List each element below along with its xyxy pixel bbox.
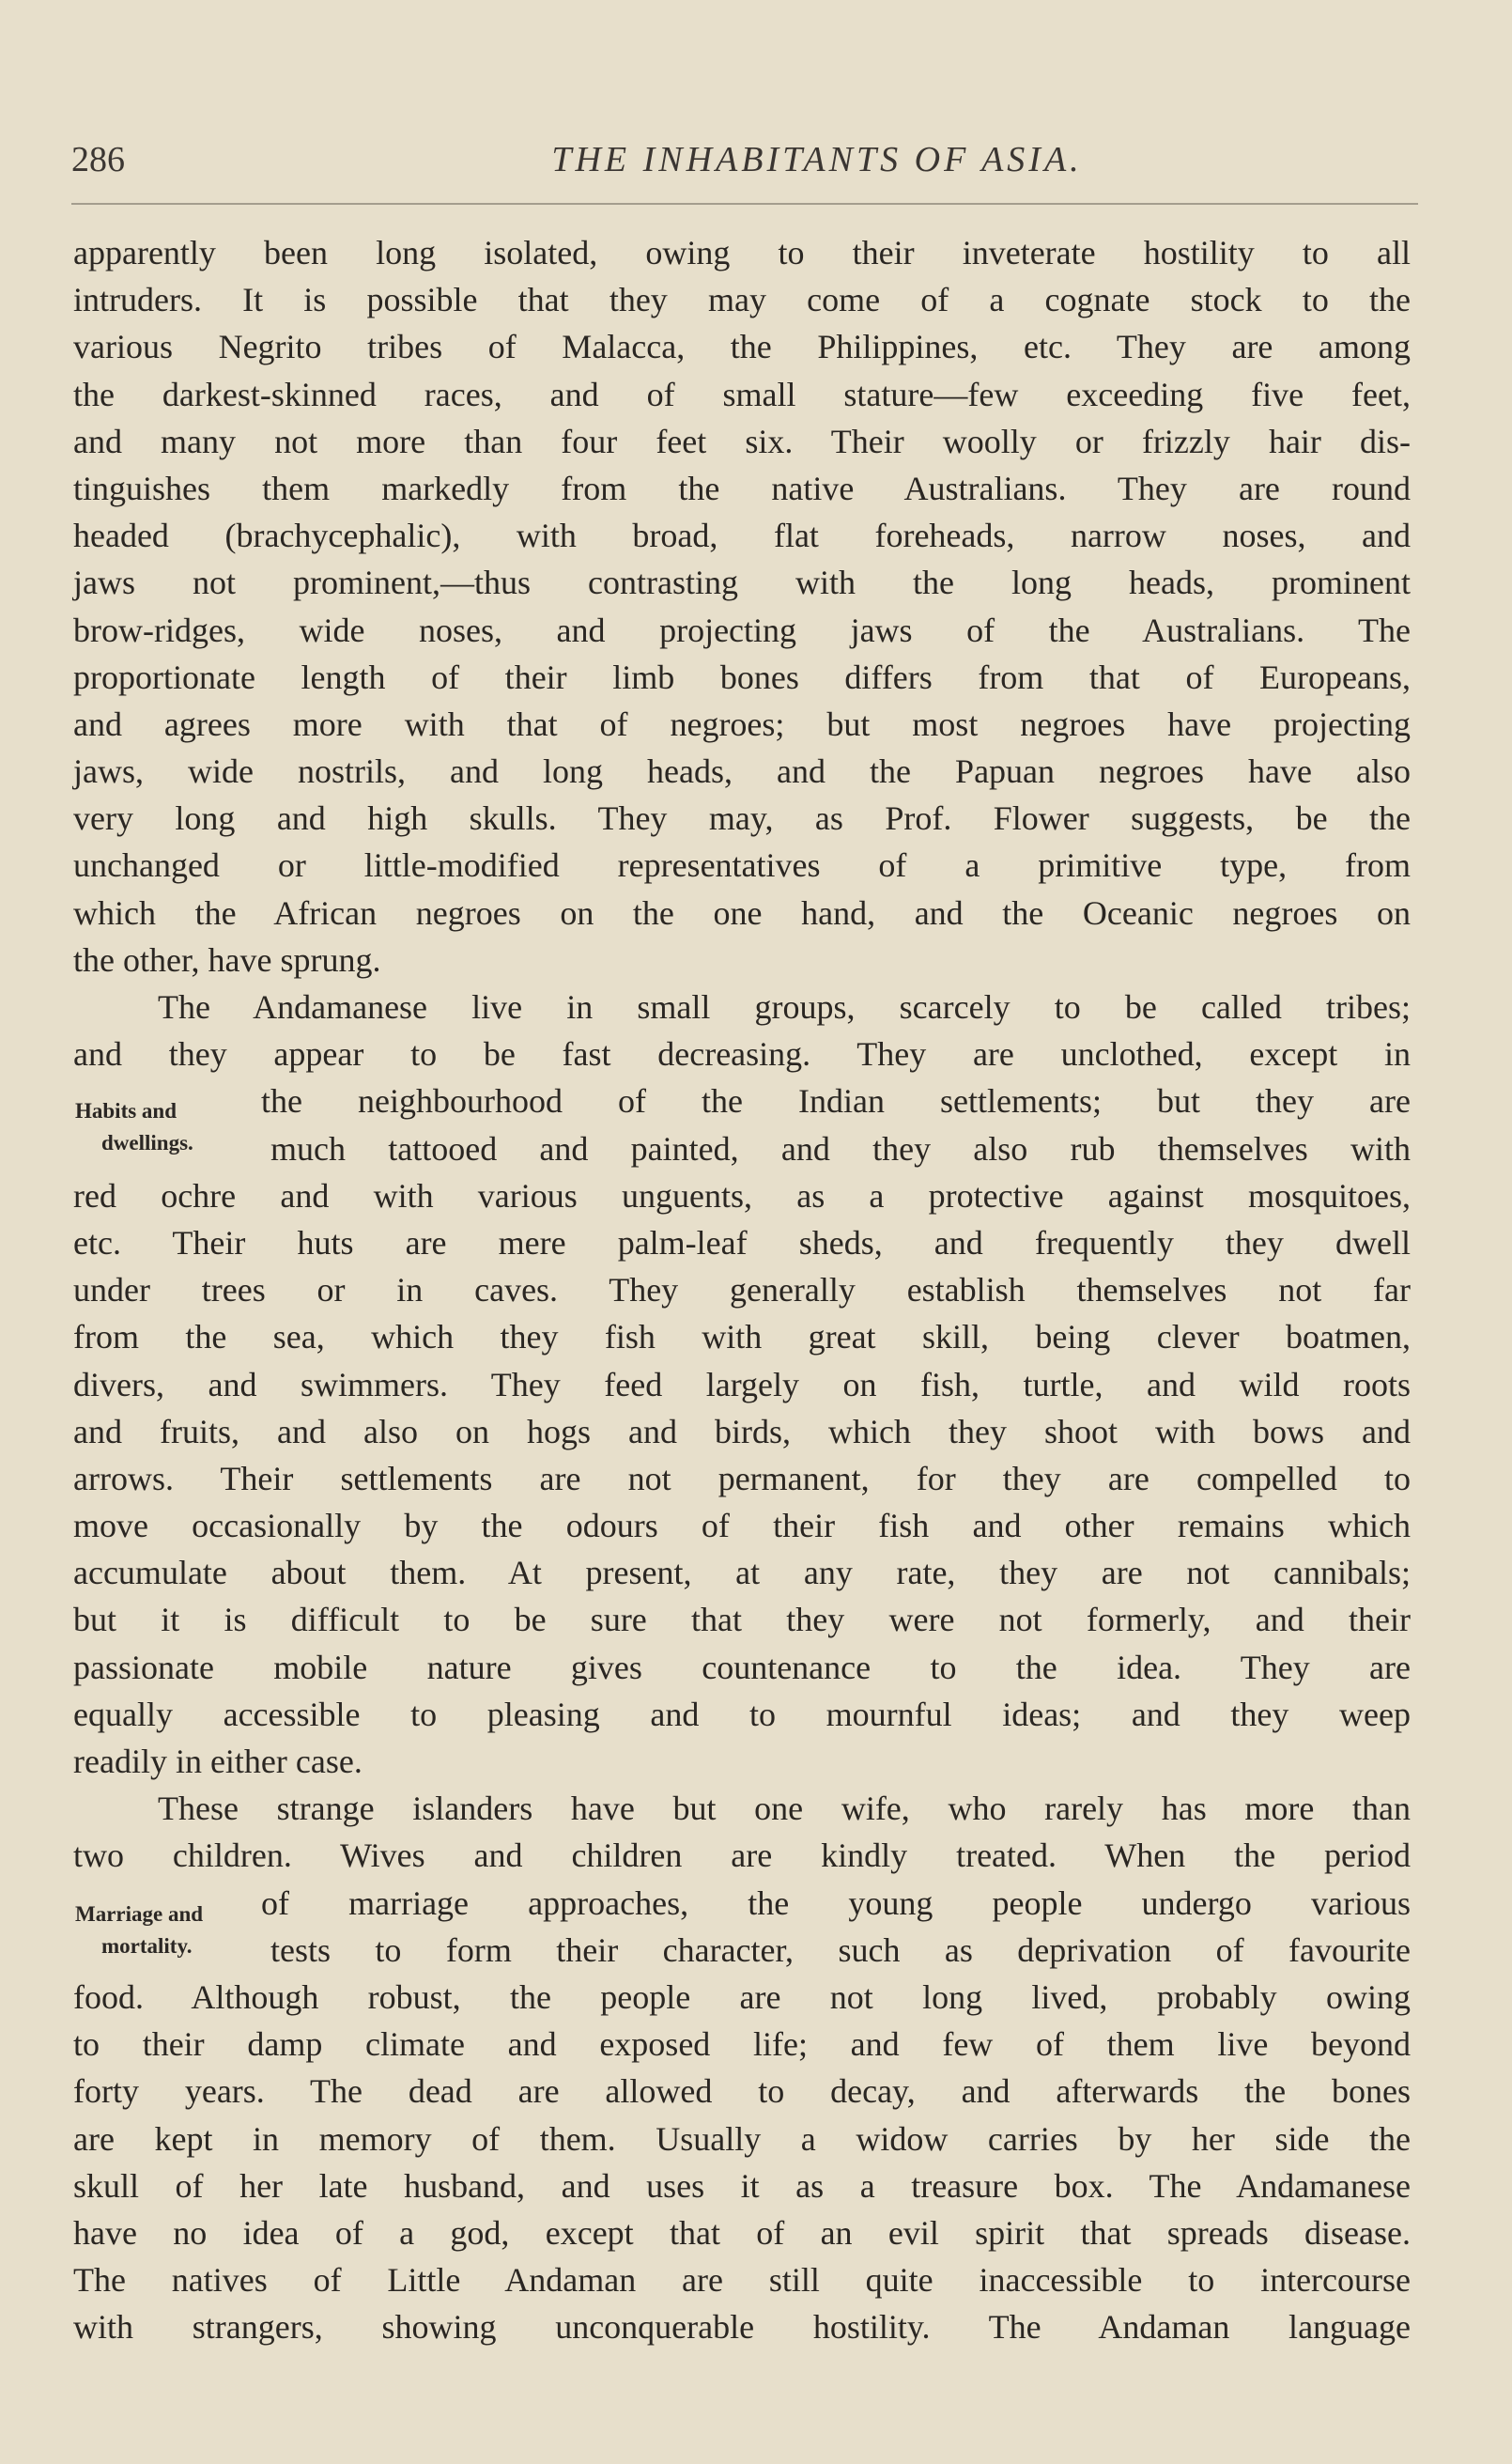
text-line: but it is difficult to be sure that they were not formerly, and their: [73, 1601, 1411, 1639]
text-line: the darkest-skinned races, and of small stature—few exceeding five feet,: [73, 375, 1411, 413]
text-line: the neighbourhood of the Indian settlements; but they are: [261, 1082, 1411, 1121]
text-line: tests to form their character, such as deprivation of favourite: [270, 1930, 1411, 1969]
text-line: The Andamanese live in small groups, scarcely to be called tribes;: [158, 988, 1411, 1026]
text-line: and they appear to be fast decreasing. They are unclothed, except in: [73, 1035, 1411, 1074]
text-line: under trees or in caves. They generally establish themselves not far: [73, 1271, 1411, 1309]
text-line: much tattooed and painted, and they also rub themselves with: [270, 1129, 1411, 1168]
text-line: The natives of Little Andaman are still quite inaccessible to intercourse: [73, 2261, 1411, 2300]
text-line: the other, have sprung.: [73, 940, 381, 979]
text-line: equally accessible to pleasing and to mournful ideas; and they weep: [73, 1695, 1411, 1733]
text-line: brow-ridges, wide noses, and projecting jaws of the Australians. The: [73, 611, 1411, 649]
margin-note-habits-line-1: Habits and: [75, 1099, 177, 1123]
text-line: arrows. Their settlements are not permanent, for they are compelled to: [73, 1459, 1411, 1497]
text-line: and many not more than four feet six. Their woolly or frizzly hair dis-: [73, 422, 1411, 460]
text-line: proportionate length of their limb bones differs from that of Europeans,: [73, 658, 1411, 696]
text-line: forty years. The dead are allowed to decay, and afterwards the bones: [73, 2072, 1411, 2111]
text-line: to their damp climate and exposed life; and few of them live beyond: [73, 2025, 1411, 2064]
header-rule: [71, 203, 1418, 205]
text-line: divers, and swimmers. They feed largely on fish, turtle, and wild roots: [73, 1365, 1411, 1403]
running-title: THE INHABITANTS OF ASIA.: [551, 140, 1083, 179]
text-line: food. Although robust, the people are not long lived, probably owing: [73, 1977, 1411, 2016]
text-line: red ochre and with various unguents, as a protective against mosquitoes,: [73, 1176, 1411, 1215]
text-line: skull of her late husband, and uses it as a treasure box. The Andamanese: [73, 2166, 1411, 2205]
margin-note-marriage-line-2: mortality.: [101, 1934, 193, 1958]
text-line: apparently been long isolated, owing to their inveterate hostility to all: [73, 234, 1411, 271]
text-line: various Negrito tribes of Malacca, the Philippines, etc. They are among: [73, 328, 1411, 366]
text-line: tinguishes them markedly from the native Australians. They are round: [73, 469, 1411, 507]
text-line: passionate mobile nature gives countenance to the idea. They are: [73, 1648, 1411, 1686]
text-line: readily in either case.: [73, 1743, 363, 1780]
text-line: have no idea of a god, except that of an evil spirit that spreads disease.: [73, 2213, 1411, 2252]
margin-note-marriage-line-1: Marriage and: [75, 1902, 204, 1926]
text-line: very long and high skulls. They may, as Prof. Flower suggests, be the: [73, 799, 1411, 838]
text-line: with strangers, showing unconquerable hostility. The Andaman language: [73, 2308, 1411, 2347]
text-line: headed (brachycephalic), with broad, flat foreheads, narrow noses, and: [73, 517, 1411, 555]
text-line: are kept in memory of them. Usually a widow carries by her side the: [73, 2119, 1411, 2158]
text-line: and agrees more with that of negroes; but most negroes have projecting: [73, 705, 1411, 743]
text-line: from the sea, which they fish with great skill, being clever boatmen,: [73, 1318, 1411, 1356]
text-line: unchanged or little-modified representatives of a primitive type, from: [73, 846, 1411, 885]
text-line: of marriage approaches, the young people undergo various: [261, 1883, 1411, 1922]
margin-note-habits-line-2: dwellings.: [101, 1131, 193, 1155]
text-line: two children. Wives and children are kindly treated. When the period: [73, 1836, 1411, 1875]
text-line: intruders. It is possible that they may come of a cognate stock to the: [73, 281, 1411, 319]
text-line: and fruits, and also on hogs and birds, which they shoot with bows and: [73, 1412, 1411, 1450]
page-header: [0, 132, 1512, 188]
text-line: jaws not prominent,—thus contrasting with the long heads, prominent: [73, 564, 1411, 602]
text-line: which the African negroes on the one hand, and the Oceanic negroes on: [73, 893, 1411, 932]
text-line: accumulate about them. At present, at any rate, they are not cannibals;: [73, 1554, 1411, 1592]
text-line: These strange islanders have but one wife, who rarely has more than: [158, 1790, 1411, 1828]
page-number: 286: [71, 140, 125, 179]
body-text: [73, 229, 1411, 2350]
text-line: jaws, wide nostrils, and long heads, and the Papuan negroes have also: [73, 752, 1411, 791]
text-line: etc. Their huts are mere palm-leaf sheds, and frequently they dwell: [73, 1223, 1411, 1262]
text-line: move occasionally by the odours of their fish and other remains which: [73, 1507, 1411, 1545]
